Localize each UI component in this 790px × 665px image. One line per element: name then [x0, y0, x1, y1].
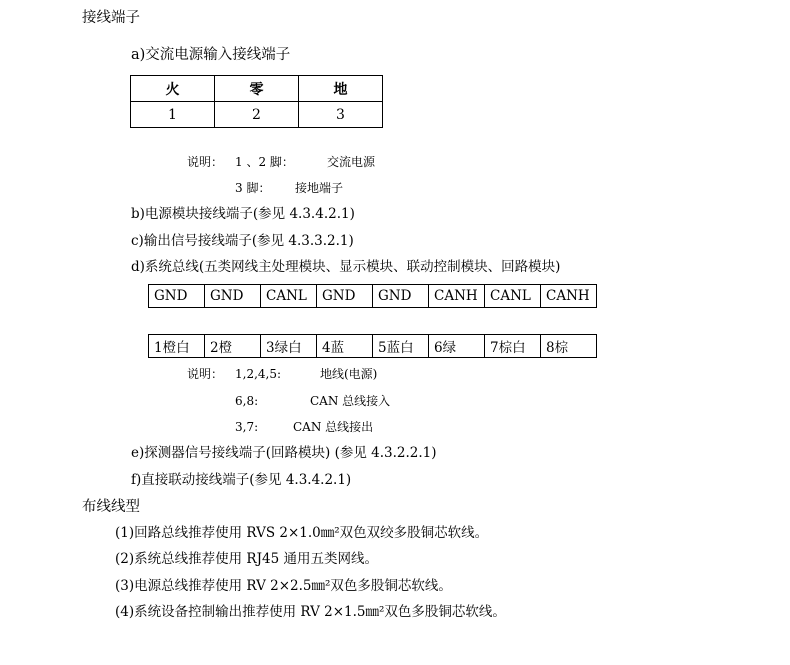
- power-note-desc-1: 交流电源: [327, 155, 376, 169]
- bus-note-pins-2: 6,8:: [235, 394, 259, 408]
- bus-note-pins-3: 3,7:: [235, 420, 259, 434]
- bus-note-desc-3: CAN 总线接出: [293, 420, 374, 434]
- section-title-terminals: 接线端子: [82, 10, 140, 26]
- power-note-desc-2: 接地端子: [295, 181, 344, 195]
- power-note-pins-2: 3 脚：: [235, 181, 271, 195]
- bus-color-3: 3绿白: [261, 335, 317, 358]
- item-b-power-module-terminals: b)电源模块接线端子(参见 4.3.4.2.1): [131, 206, 355, 222]
- section-title-wiring-types: 布线线型: [82, 499, 140, 515]
- table-row: [149, 285, 597, 308]
- bus-signal-2: GND: [205, 285, 261, 308]
- bus-note-pins-1: 1,2,4,5:: [235, 367, 282, 381]
- bus-signal-5: GND: [373, 285, 429, 308]
- bus-note-desc-1: 地线(电源): [320, 367, 378, 381]
- header-live: 火: [131, 76, 215, 102]
- bus-signal-6: CANH: [429, 285, 485, 308]
- bus-color-6: 6绿: [429, 335, 485, 358]
- bus-note-desc-2: CAN 总线接入: [310, 394, 391, 408]
- item-a-ac-power-terminals: a)交流电源输入接线端子: [131, 47, 291, 63]
- bus-signal-8: CANH: [541, 285, 597, 308]
- bus-color-2: 2橙: [205, 335, 261, 358]
- bus-signal-7: CANL: [485, 285, 541, 308]
- table-row: [149, 335, 597, 358]
- pin-live: 1: [131, 102, 215, 128]
- bus-color-8: 8棕: [541, 335, 597, 358]
- table-row: [131, 102, 383, 128]
- power-note-pins-1: 1 、2 脚：: [235, 155, 294, 169]
- bus-color-4: 4蓝: [317, 335, 373, 358]
- ac-power-terminal-table: [130, 75, 383, 128]
- bus-note-label: 说明：: [187, 367, 224, 381]
- header-neutral: 零: [215, 76, 299, 102]
- bus-color-1: 1橙白: [149, 335, 205, 358]
- item-e-detector-signal-terminals: e)探测器信号接线端子(回路模块) (参见 4.3.2.2.1): [131, 445, 437, 461]
- bus-wire-color-table: [148, 334, 597, 358]
- bus-signal-table: [148, 284, 597, 308]
- bus-signal-1: GND: [149, 285, 205, 308]
- item-f-direct-linkage-terminals: f)直接联动接线端子(参见 4.3.4.2.1): [131, 472, 352, 488]
- pin-ground: 3: [299, 102, 383, 128]
- pin-neutral: 2: [215, 102, 299, 128]
- bus-color-5: 5蓝白: [373, 335, 429, 358]
- wiring-item-system-bus: (2)系统总线推荐使用 RJ45 通用五类网线。: [115, 551, 378, 567]
- item-c-output-signal-terminals: c)输出信号接线端子(参见 4.3.3.2.1): [131, 233, 354, 249]
- wiring-item-power-bus: (3)电源总线推荐使用 RV 2×2.5㎜²双色多股铜芯软线。: [115, 578, 452, 594]
- item-d-system-bus: d)系统总线(五类网线主处理模块、显示模块、联动控制模块、回路模块): [131, 259, 561, 275]
- power-note-label: 说明：: [187, 155, 224, 169]
- header-ground: 地: [299, 76, 383, 102]
- wiring-item-loop-bus: (1)回路总线推荐使用 RVS 2×1.0㎜²双色双绞多股铜芯软线。: [115, 525, 489, 541]
- bus-signal-3: CANL: [261, 285, 317, 308]
- table-header-row: [131, 76, 383, 102]
- bus-signal-4: GND: [317, 285, 373, 308]
- wiring-item-control-output: (4)系统设备控制输出推荐使用 RV 2×1.5㎜²双色多股铜芯软线。: [115, 604, 506, 620]
- bus-color-7: 7棕白: [485, 335, 541, 358]
